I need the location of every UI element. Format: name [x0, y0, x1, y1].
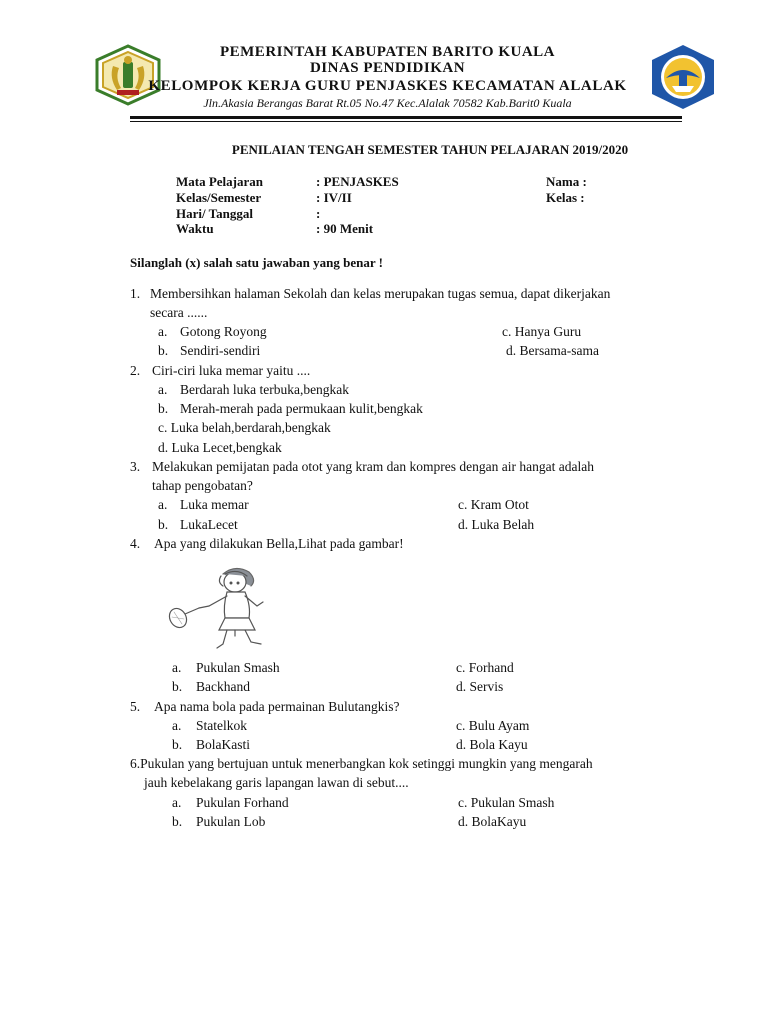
q4-number: 4. — [130, 536, 141, 551]
q5-option-b[interactable]: BolaKasti — [196, 737, 250, 752]
header-rule-thin — [130, 121, 682, 122]
instruction: Silanglah (x) salah satu jawaban yang benar ! — [130, 255, 383, 270]
q5-option-c[interactable]: c. Bulu Ayam — [456, 718, 530, 733]
q2-number: 2. — [130, 363, 141, 378]
kelas-value: : IV/II — [316, 190, 352, 205]
badminton-player-illustration — [165, 562, 280, 652]
q1-option-d[interactable]: d. Bersama-sama — [506, 343, 599, 358]
q6-option-a[interactable]: Pukulan Forhand — [196, 795, 289, 810]
q3-number: 3. — [130, 459, 141, 474]
q1-option-b[interactable]: Sendiri-sendiri — [180, 343, 261, 358]
q5-a-letter: a. — [172, 718, 182, 733]
q2-option-b[interactable]: Merah-merah pada permukaan kulit,bengkak — [180, 401, 423, 416]
header-line-1: PEMERINTAH KABUPATEN BARITO KUALA — [219, 44, 555, 60]
q2-text: Ciri-ciri luka memar yaitu .... — [152, 363, 311, 378]
q6-text-2: jauh kebelakang garis lapangan lawan di sebut.... — [144, 775, 409, 790]
q1-text-2: secara ...... — [150, 305, 208, 320]
q6-option-b[interactable]: Pukulan Lob — [196, 814, 266, 829]
q6-b-letter: b. — [172, 814, 183, 829]
header-line-3: KELOMPOK KERJA GURU PENJASKES KECAMATAN ALALAK — [148, 78, 627, 94]
q6-option-d[interactable]: d. BolaKayu — [458, 814, 527, 829]
hari-label: Hari/ Tanggal — [176, 206, 253, 221]
q3-text: Melakukan pemijatan pada otot yang kram dan kompres dengan air hangat adalah — [152, 459, 594, 474]
q5-option-d[interactable]: d. Bola Kayu — [456, 737, 528, 752]
q5-number: 5. — [130, 699, 141, 714]
q3-option-a[interactable]: Luka memar — [180, 497, 249, 512]
q6-option-c[interactable]: c. Pukulan Smash — [458, 795, 555, 810]
q1-option-c[interactable]: c. Hanya Guru — [502, 324, 582, 339]
q1-a-letter: a. — [158, 324, 168, 339]
q2-option-d[interactable]: d. Luka Lecet,bengkak — [158, 440, 282, 455]
tut-wuri-handayani-logo — [650, 44, 716, 110]
nama-label: Nama : — [546, 174, 587, 189]
q6-a-letter: a. — [172, 795, 182, 810]
hari-value: : — [316, 206, 321, 221]
q6-text: 6.Pukulan yang bertujuan untuk menerbangkan kok setinggi mungkin yang mengarah — [130, 756, 593, 771]
header-address: Jln.Akasia Berangas Barat Rt.05 No.47 Kec.Alalak 70582 Kab.Barit0 Kuala — [203, 96, 572, 110]
header-line-2: DINAS PENDIDIKAN — [309, 60, 466, 76]
q5-text: Apa nama bola pada permainan Bulutangkis? — [154, 699, 400, 714]
mapel-label: Mata Pelajaran — [176, 174, 264, 189]
q1-b-letter: b. — [158, 343, 169, 358]
q2-a-letter: a. — [158, 382, 168, 397]
q2-option-c[interactable]: c. Luka belah,berdarah,bengkak — [158, 420, 331, 435]
q3-option-b[interactable]: LukaLecet — [180, 517, 238, 532]
q3-text-2: tahap pengobatan? — [152, 478, 253, 493]
q5-b-letter: b. — [172, 737, 183, 752]
q1-text: Membersihkan halaman Sekolah dan kelas merupakan tugas semua, dapat dikerjakan — [150, 286, 611, 301]
q2-b-letter: b. — [158, 401, 169, 416]
kelas2-label: Kelas : — [546, 190, 585, 205]
waktu-value: : 90 Menit — [316, 221, 374, 236]
q1-number: 1. — [130, 286, 141, 301]
q4-a-letter: a. — [172, 660, 182, 675]
q4-option-a[interactable]: Pukulan Smash — [196, 660, 280, 675]
q3-a-letter: a. — [158, 497, 168, 512]
q5-option-a[interactable]: Statelkok — [196, 718, 247, 733]
q3-option-c[interactable]: c. Kram Otot — [458, 497, 529, 512]
q4-option-b[interactable]: Backhand — [196, 679, 250, 694]
q3-option-d[interactable]: d. Luka Belah — [458, 517, 535, 532]
q2-option-a[interactable]: Berdarah luka terbuka,bengkak — [180, 382, 350, 397]
waktu-label: Waktu — [176, 221, 214, 236]
q4-b-letter: b. — [172, 679, 183, 694]
q3-b-letter: b. — [158, 517, 169, 532]
kelas-label: Kelas/Semester — [176, 190, 262, 205]
q1-option-a[interactable]: Gotong Royong — [180, 324, 267, 339]
q4-text: Apa yang dilakukan Bella,Lihat pada gambar! — [154, 536, 404, 551]
exam-title: PENILAIAN TENGAH SEMESTER TAHUN PELAJARAN 2019/2020 — [231, 142, 629, 157]
mapel-value: : PENJASKES — [316, 174, 399, 189]
header-rule-thick — [130, 116, 682, 119]
q4-option-d[interactable]: d. Servis — [456, 679, 504, 694]
q4-option-c[interactable]: c. Forhand — [456, 660, 514, 675]
